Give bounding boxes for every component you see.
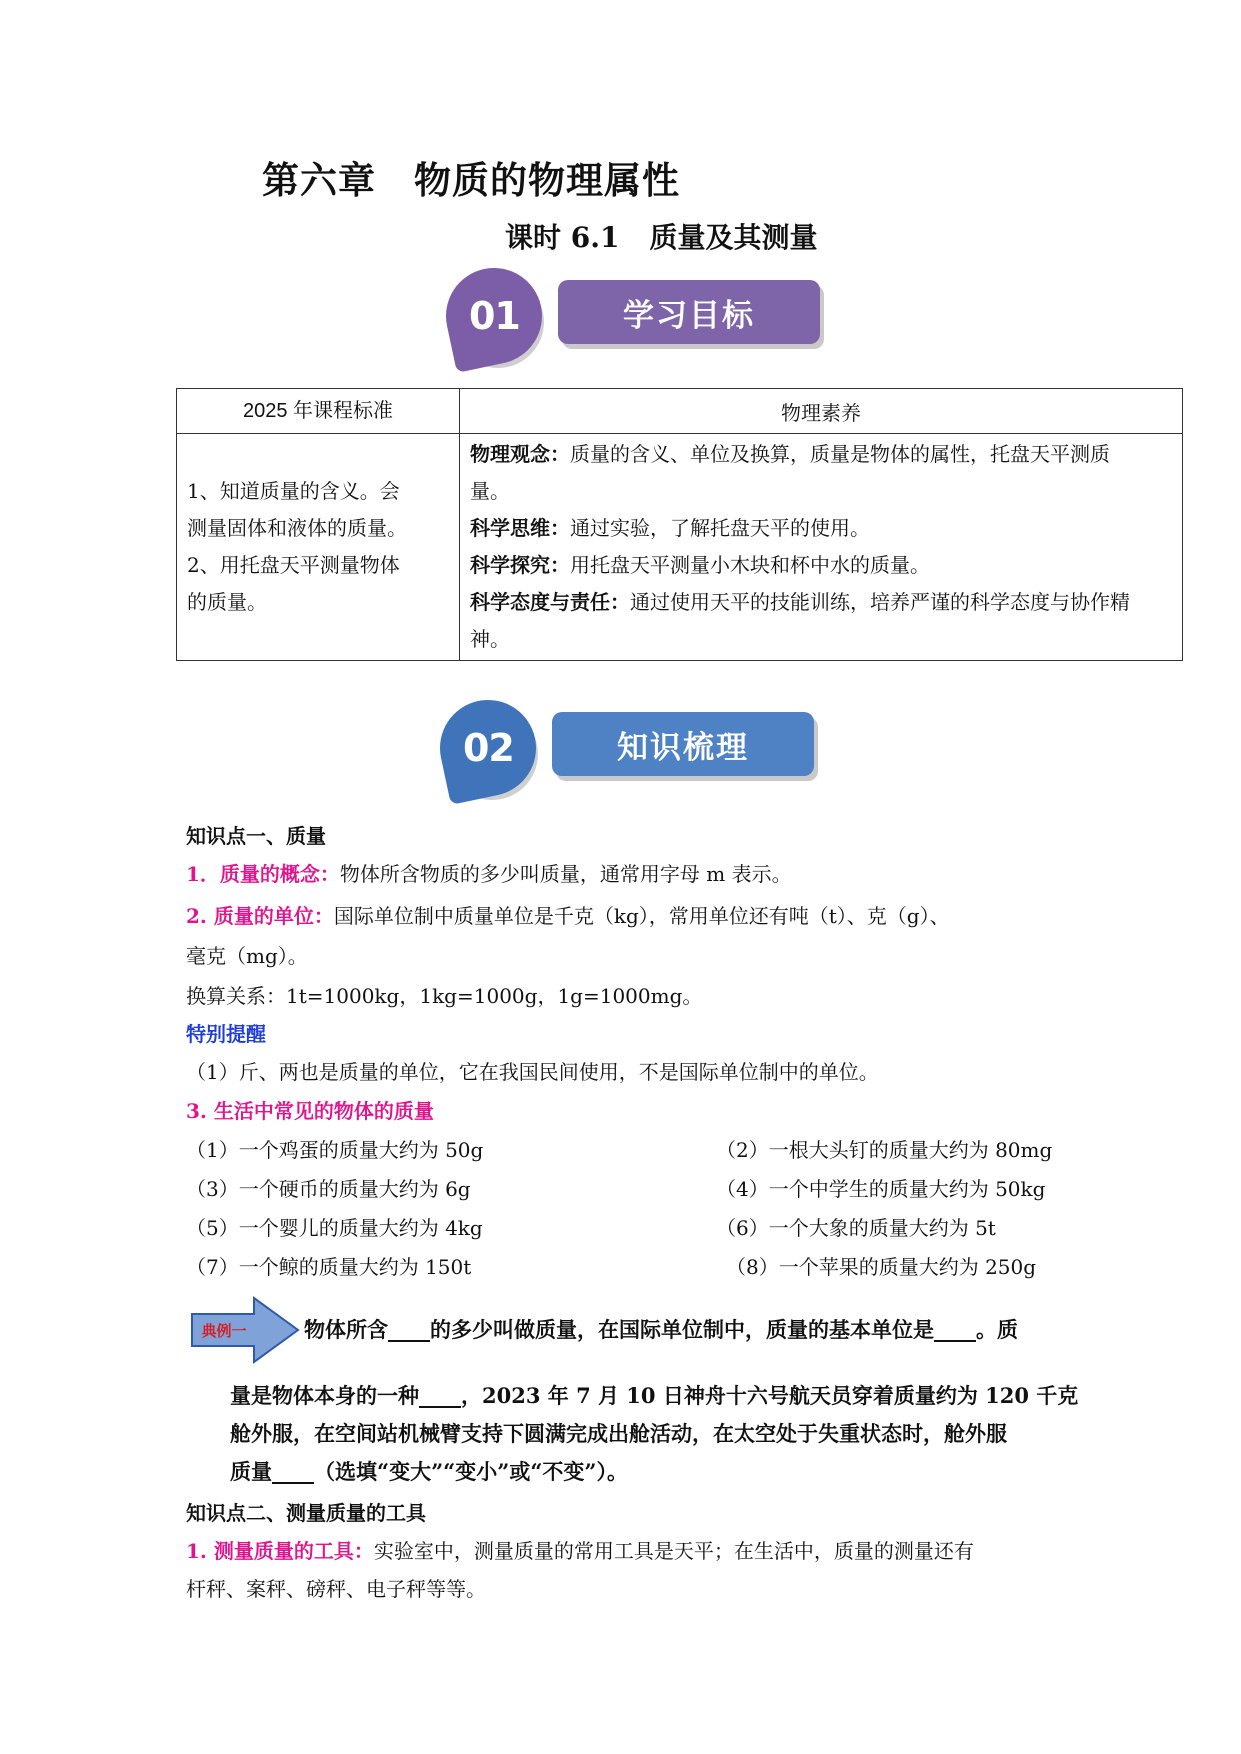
knowledge-point-title: 知识点二、测量质量的工具 [186, 1503, 426, 1525]
literacy-item: 科学态度与责任：通过使用天平的技能训练，培养严谨的科学态度与协作精 [470, 590, 1130, 614]
example-line: 质量____（选填“变大”“变小”或“不变”）。 [230, 1459, 628, 1484]
chapter-label: 第六章 [262, 158, 376, 202]
goals-table [176, 388, 1183, 661]
tools-line-cont: 杆秤、案秤、磅秤、电子秤等等。 [186, 1577, 486, 1601]
literacy-item: 科学探究：用托盘天平测量小木块和杯中水的质量。 [470, 553, 930, 577]
list-item: （4）一个中学生的质量大约为 50kg [716, 1177, 1046, 1201]
list-item: （7）一个鲸的质量大约为 150t [186, 1255, 472, 1279]
list-item: （5）一个婴儿的质量大约为 4kg [186, 1216, 483, 1240]
standard-line: 的质量。 [187, 590, 267, 614]
lesson-title [505, 216, 817, 256]
unit-line: 2. 质量的单位：国际单位制中质量单位是千克（kg），常用单位还有吨（t）、克（g）、 [186, 904, 950, 928]
section-number-badge: 02 [431, 691, 545, 805]
standards-cell [177, 434, 460, 661]
literacy-item: 科学思维：通过实验，了解托盘天平的使用。 [470, 516, 870, 540]
lesson-label: 课时 6.1 [505, 221, 620, 254]
conversion-line: 换算关系：1t=1000kg，1kg=1000g，1g=1000mg。 [186, 984, 703, 1008]
tools-line: 1. 测量质量的工具：实验室中，测量质量的常用工具是天平；在生活中，质量的测量还有 [186, 1539, 974, 1563]
literacy-item: 物理观念：质量的含义、单位及换算，质量是物体的属性，托盘天平测质 [470, 442, 1110, 466]
section-title-bar: 学习目标 [558, 280, 820, 344]
list-item: （2）一根大头钉的质量大约为 80mg [716, 1138, 1053, 1162]
example-arrow-icon [190, 1296, 300, 1364]
chapter-title [262, 150, 680, 204]
section-banner-knowledge [440, 700, 840, 810]
list-item: （8）一个苹果的质量大约为 250g [726, 1255, 1037, 1279]
section-banner-goals [446, 268, 846, 378]
chapter-name: 物质的物理属性 [414, 158, 680, 202]
reminder-title: 特别提醒 [186, 1024, 266, 1046]
common-mass-row [186, 1212, 1086, 1241]
concept-line: 1．质量的概念：物体所含物质的多少叫质量，通常用字母 m 表示。 [186, 862, 792, 886]
section-number-badge: 01 [437, 259, 551, 373]
list-item: （1）一个鸡蛋的质量大约为 50g [186, 1138, 484, 1162]
common-mass-title: 3. 生活中常见的物体的质量 [186, 1099, 434, 1123]
reminder-text: （1）斤、两也是质量的单位，它在我国民间使用，不是国际单位制中的单位。 [186, 1060, 879, 1084]
section-title-bar: 知识梳理 [552, 712, 814, 776]
standard-line: 测量固体和液体的质量。 [187, 516, 407, 540]
table-header-standard: 2025 年课程标准 [177, 389, 460, 434]
literacy-cell [460, 434, 1183, 661]
standard-line: 1、知道质量的含义。会 [187, 479, 400, 503]
common-mass-row [186, 1251, 1086, 1280]
common-mass-row [186, 1173, 1086, 1202]
example-line: 量是物体本身的一种____，2023 年 7 月 10 日神舟十六号航天员穿着质量约为 120 千克 [230, 1383, 1079, 1408]
example-line: 物体所含____的多少叫做质量，在国际单位制中，质量的基本单位是____。质 [304, 1317, 1018, 1342]
lesson-name: 质量及其测量 [649, 221, 818, 254]
standard-line: 2、用托盘天平测量物体 [187, 553, 400, 577]
example-badge-label: 典例一 [201, 1322, 247, 1340]
unit-line-cont: 毫克（mg）。 [186, 944, 308, 968]
common-mass-row [186, 1134, 1086, 1163]
knowledge-point-title: 知识点一、质量 [186, 826, 326, 848]
literacy-item-cont: 量。 [470, 479, 510, 503]
example-line: 舱外服，在空间站机械臂支持下圆满完成出舱活动，在太空处于失重状态时，舱外服 [230, 1421, 1007, 1446]
list-item: （6）一个大象的质量大约为 5t [716, 1216, 996, 1240]
table-header-literacy: 物理素养 [460, 389, 1183, 434]
literacy-item-cont: 神。 [470, 627, 510, 651]
list-item: （3）一个硬币的质量大约为 6g [186, 1177, 471, 1201]
